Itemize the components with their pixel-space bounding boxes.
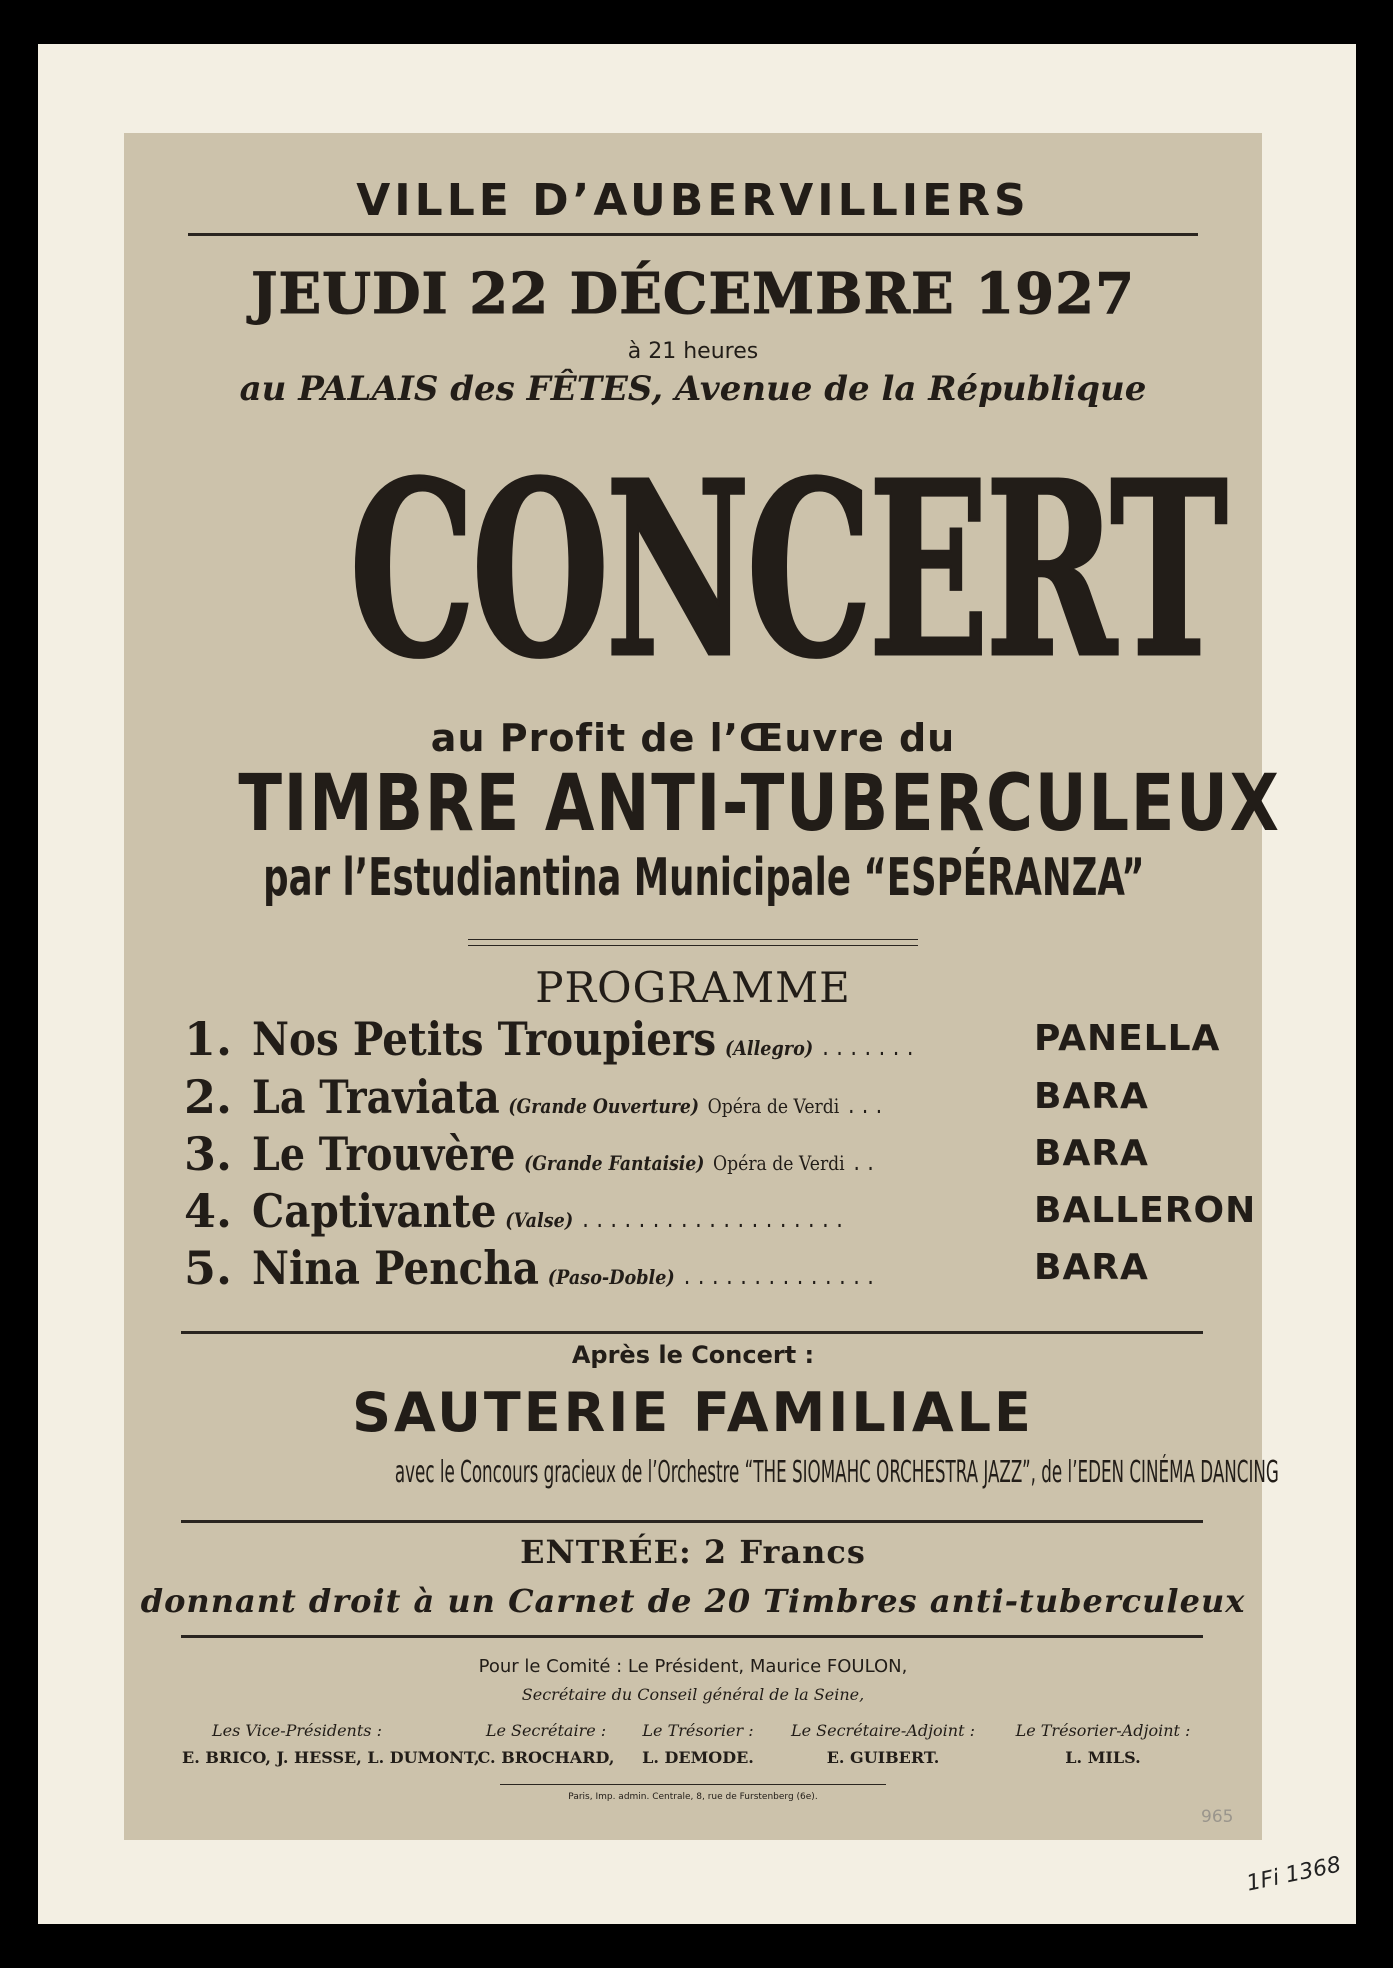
item-title: Captivante <box>252 1184 497 1238</box>
role-title: Le Secrétaire-Adjoint : <box>790 1721 975 1740</box>
committee-role <box>182 1721 480 1767</box>
item-note: (Allegro) <box>724 1036 814 1060</box>
pencil-annotation: 965 <box>1201 1807 1234 1827</box>
item-note: (Valse) <box>505 1208 574 1232</box>
committee-role <box>476 1721 616 1767</box>
entry-price: ENTRÉE: 2 Francs <box>520 1533 866 1571</box>
entry-note: donnant droit à un Carnet de 20 Timbres anti-tuberculeux <box>140 1582 1246 1620</box>
item-extra: Opéra de Verdi <box>713 1151 845 1175</box>
role-names: E. GUIBERT. <box>826 1748 940 1767</box>
item-title: Le Trouvère <box>252 1127 516 1181</box>
committee-role <box>638 1721 758 1767</box>
after-detail <box>124 1453 1279 1493</box>
item-composer: PANELLA <box>1034 1018 1221 1059</box>
benefit-line-1: au Profit de l’Œuvre du <box>430 716 956 760</box>
benefit-line-2 <box>124 759 1281 849</box>
item-number: 3. <box>184 1127 233 1181</box>
imprint-rule <box>500 1784 886 1785</box>
printer-imprint: Paris, Imp. admin. Centrale, 8, rue de Furstenberg (6e). <box>568 1792 818 1802</box>
after-title: SAUTERIE FAMILIALE <box>352 1381 1034 1444</box>
item-composer: BARA <box>1034 1076 1149 1117</box>
role-names: L. DEMODE. <box>642 1748 754 1767</box>
committee-roles <box>124 1721 1262 1781</box>
item-line <box>252 1069 888 1125</box>
item-extra: Opéra de Verdi <box>707 1094 840 1118</box>
item-title: Nos Petits Troupiers <box>252 1012 717 1066</box>
city-heading: VILLE D’AUBERVILLIERS <box>356 175 1030 226</box>
double-rule <box>468 939 918 946</box>
item-note: (Paso-Doble) <box>547 1265 675 1289</box>
role-title: Le Trésorier : <box>642 1721 754 1740</box>
item-note: (Grande Fantaisie) <box>524 1151 705 1175</box>
item-line <box>252 1126 879 1182</box>
divider <box>188 233 1198 236</box>
item-title: Nina Pencha <box>252 1241 539 1295</box>
committee-role <box>788 1721 978 1767</box>
divider <box>181 1331 1203 1334</box>
benefit-line-3 <box>124 845 1262 911</box>
event-date: JEUDI 22 DÉCEMBRE 1927 <box>250 261 1136 327</box>
role-names: L. MILS. <box>1065 1748 1141 1767</box>
item-line <box>252 1011 919 1067</box>
committee-president: Pour le Comité : Le Président, Maurice FOULON, <box>478 1656 908 1677</box>
archive-reference: 1Fi 1368 <box>1244 1852 1344 1897</box>
role-names: C. BROCHARD, <box>477 1748 615 1767</box>
item-title: La Traviata <box>252 1070 500 1124</box>
item-leader: ................... <box>580 1208 849 1232</box>
item-leader: .. <box>851 1151 880 1175</box>
item-line <box>252 1240 879 1296</box>
item-number: 2. <box>184 1070 233 1124</box>
event-venue: au PALAIS des FÊTES, Avenue de la République <box>239 369 1147 409</box>
role-title: Le Secrétaire : <box>485 1721 607 1740</box>
item-number: 1. <box>184 1012 233 1066</box>
role-title: Le Trésorier-Adjoint : <box>1015 1721 1191 1740</box>
programme-item <box>184 1183 1257 1239</box>
after-intro: Après le Concert : <box>571 1341 815 1369</box>
benefit-line-2-text: TIMBRE ANTI-TUBERCULEUX <box>238 759 1281 849</box>
committee-president-title: Secrétaire du Conseil général de la Seine, <box>521 1685 865 1704</box>
item-note: (Grande Ouverture) <box>508 1094 699 1118</box>
item-leader: ....... <box>820 1036 920 1060</box>
role-title: Les Vice-Présidents : <box>212 1721 382 1740</box>
item-leader: .............. <box>681 1265 880 1289</box>
event-time: à 21 heures <box>627 339 759 364</box>
item-line <box>252 1183 848 1239</box>
committee-role <box>1008 1721 1198 1767</box>
benefit-line-3-text: par l’Estudiantina Municipale “ESPÉRANZA” <box>263 848 1145 908</box>
concert-title <box>124 425 1262 720</box>
item-composer: BALLERON <box>1034 1190 1257 1231</box>
divider <box>181 1635 1203 1638</box>
programme-item <box>184 1011 1224 1067</box>
item-composer: BARA <box>1034 1133 1149 1174</box>
programme-item <box>184 1069 1224 1125</box>
concert-title-text: CONCERT <box>349 429 1224 711</box>
programme-item <box>184 1240 1224 1296</box>
programme-heading: PROGRAMME <box>535 963 851 1012</box>
role-names: E. BRICO, J. HESSE, L. DUMONT, <box>182 1748 480 1767</box>
programme-item <box>184 1126 1224 1182</box>
item-composer: BARA <box>1034 1247 1149 1288</box>
item-leader: ... <box>846 1094 888 1118</box>
concert-poster <box>124 133 1281 1840</box>
after-detail-text: avec le Concours gracieux de l’Orchestre “THE SIOMAHC ORCHESTRA JAZZ”, de l’EDEN CINÉMA DANCING <box>394 1455 1279 1490</box>
divider <box>181 1520 1203 1523</box>
item-number: 5. <box>184 1241 233 1295</box>
item-number: 4. <box>184 1184 233 1238</box>
